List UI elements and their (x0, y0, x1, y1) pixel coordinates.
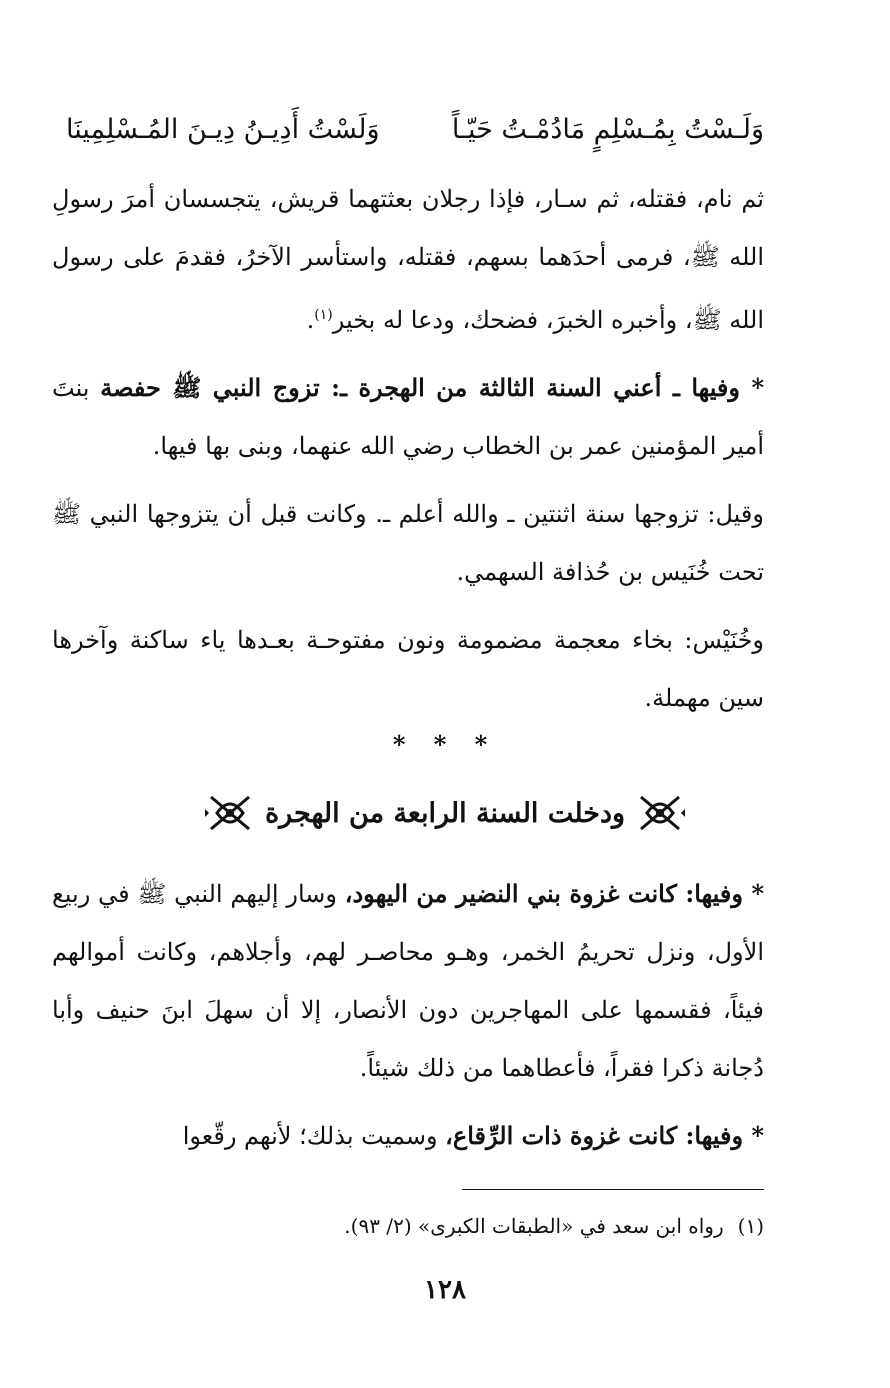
paragraph-spies-end: . (306, 306, 315, 334)
footnote (344, 1208, 764, 1244)
section-heading (0, 785, 890, 841)
footnote-number: (١) (737, 1214, 764, 1238)
footnote-divider (462, 1189, 764, 1190)
paragraph-bani-nadir-rest: وسار إليهم النبي ﷺ في ربيع الأول، ونزل تحريمُ الخمر، وهـو محاصـر لهم، وأجلاهم، وكانت أموالهم فيئاً، فقسمها على المهاجرين دون الأنصار، إلا أن سهلَ ابنَ حنيف وأبا دُجانة ذكرا فقراً، فأعطاهما من ذلك شيئاً. (52, 880, 764, 1082)
section-separator: * * * (392, 730, 498, 759)
paragraph-alternate-date: وقيل: تزوجها سنة اثنتين ـ والله أعلم ـ. وكانت قبل أن يتزوجها النبي ﷺ تحت خُنَيس بن حُذافة السهمي. (52, 500, 764, 586)
ornament-left-icon (205, 791, 255, 835)
paragraph-spies-text: ثم نام، فقتله، ثم سـار، فإذا رجلان بعثتهما قريش، يتجسسان أمرَ رسولِ الله ﷺ، فرمى أحدَهما بسهم، فقتله، واستأسر الآخرُ، فقدمَ على رسول الله ﷺ، وأخبره الخبرَ، فضحك، ودعا له بخير (52, 185, 764, 334)
paragraph-dhat-al-riqa-rest: وسميت بذلك؛ لأنهم رقّعوا (182, 1122, 446, 1150)
section-heading-text: ودخلت السنة الرابعة من الهجرة (264, 797, 626, 829)
paragraph-bani-nadir (52, 865, 764, 1097)
paragraph-dhat-al-riqa (52, 1107, 764, 1165)
paragraph-hafsa (52, 359, 764, 475)
paragraph-bani-nadir-lead: * وفيها: كانت غزوة بني النضير من اليهود، (344, 879, 764, 908)
text-block-lower (52, 865, 764, 1165)
poetry-verse (52, 100, 764, 160)
paragraph-dhat-al-riqa-lead: * وفيها: كانت غزوة ذات الرِّقاع، (445, 1121, 764, 1150)
footnote-text: رواه ابن سعد في «الطبقات الكبرى» (٢/ ٩٣). (344, 1214, 724, 1238)
footnote-reference: (١) (314, 307, 333, 323)
paragraph-khunais-note: وخُنَيْس: بخاء معجمة مضمومة ونون مفتوحـة بعـدها ياء ساكنة وآخرها سين مهملة. (52, 626, 764, 712)
verse-first-hemistich: وَلَـسْتُ بِمُـسْلِمٍ مَادُمْـتُ حَيّـاً (451, 114, 764, 145)
page-number: ١٢٨ (424, 1275, 466, 1305)
text-block-upper (52, 170, 764, 727)
paragraph-spies (52, 170, 764, 349)
paragraph-hafsa-lead: * وفيها ـ أعني السنة الثالثة من الهجرة ـ: تزوج النبي ﷺ حفصة (100, 373, 764, 402)
paragraph-hafsa-rest: بنتَ أمير المؤمنين عمر بن الخطاب رضي الله عنهما، وبنى بها فيها. (52, 374, 764, 460)
ornament-right-icon (635, 791, 685, 835)
verse-second-hemistich: وَلَسْتُ أَدِيـنُ دِيـنَ المُـسْلِمِينَا (66, 114, 380, 145)
